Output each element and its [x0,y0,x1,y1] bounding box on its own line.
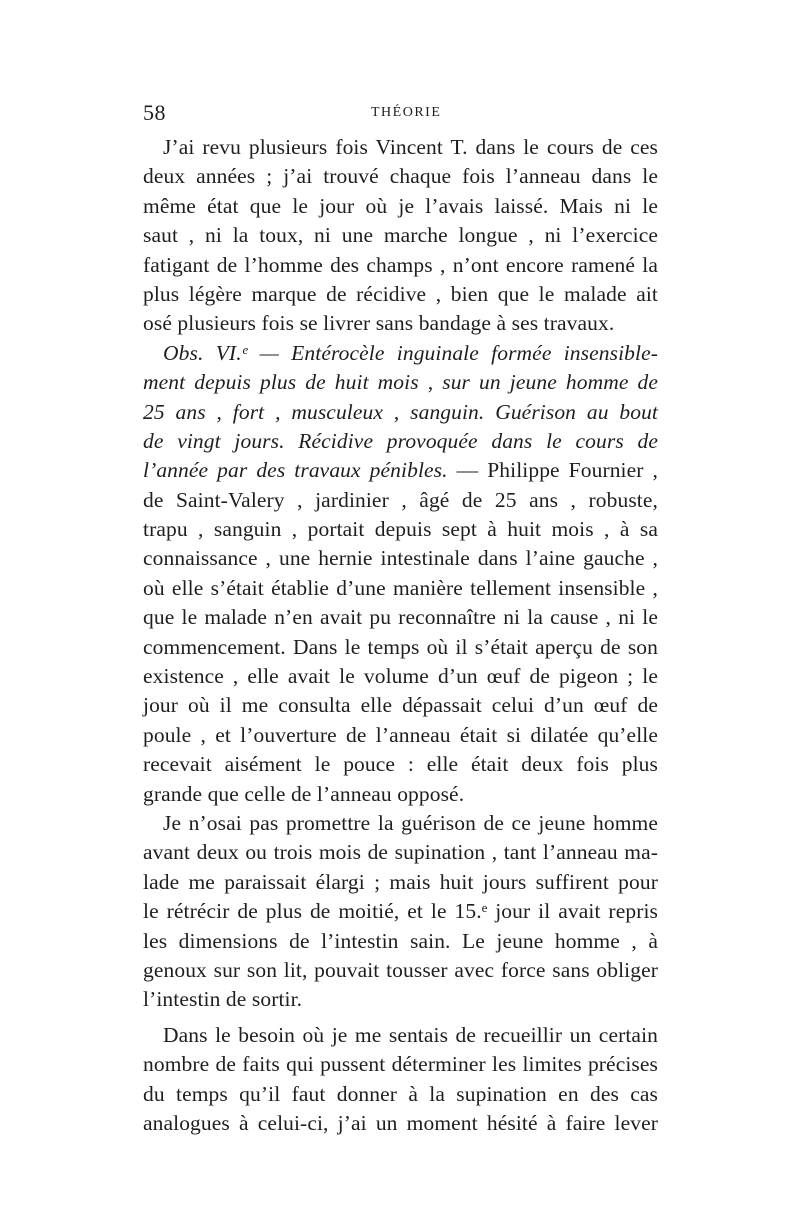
text-line: osé plusieurs fois se livrer sans bandage à ses travaux. [143,311,615,336]
text-line: fatigant de l’homme des champs , n’ont encore ramené la [143,252,658,277]
observation-heading-line: Obs. VI.ᵉ — Entérocèle inguinale formée insensible- [163,340,658,365]
text-line: Dans le besoin où je me sentais de recueillir un certain [163,1022,658,1047]
patient-name-text: — Philippe Fournier , [447,458,658,483]
text-line: avant deux ou trois mois de supination , tant l’anneau ma- [143,840,658,865]
observation-heading-line: de vingt jours. Récidive provoquée dans le cours de [143,428,658,453]
text-line: du temps qu’il faut donner à la supination en des cas [143,1081,658,1106]
observation-heading-end: l’année par des travaux pénibles. [143,458,448,483]
text-line: saut , ni la toux, ni une marche longue , ni l’exercice [143,223,658,248]
text-line: Je n’osai pas promettre la guérison de ce jeune homme [163,810,658,835]
text-line: genoux sur son lit, pouvait tousser avec force sans obliger [143,957,658,982]
text-line: analogues à celui-ci, j’ai un moment hésité à faire lever [143,1110,658,1135]
observation-heading-line: 25 ans , fort , musculeux , sanguin. Guérison au bout [143,399,658,424]
text-line: poule , et l’ouverture de l’anneau était si dilatée qu’elle [143,722,658,747]
observation-heading-line: ment depuis plus de huit mois , sur un jeune homme de [143,370,658,395]
text-line [143,456,658,485]
running-head: THÉORIE [371,105,442,120]
page-header [143,100,658,130]
text-line: deux années ; j’ai trouvé chaque fois l’anneau dans le [143,164,658,189]
body-text [143,133,658,1138]
text-line: les dimensions de l’intestin sain. Le jeune homme , à [143,928,658,953]
text-line: de Saint-Valery , jardinier , âgé de 25 ans , robuste, [143,487,658,512]
text-line: jour où il me consulta elle dépassait celui d’un œuf de [143,693,658,718]
text-line: existence , elle avait le volume d’un œuf de pigeon ; le [143,664,658,689]
paragraph-4 [143,1021,658,1139]
text-line: où elle s’était établie d’une manière tellement insensible , [143,575,658,600]
text-line: commencement. Dans le temps où il s’était aperçu de son [143,634,658,659]
text-line: nombre de faits qui pussent déterminer les limites précises [143,1052,658,1077]
text-line: l’intestin de sortir. [143,987,303,1012]
text-line: recevait aisément le pouce : elle était deux fois plus [143,752,658,777]
text-line: lade me paraissait élargi ; mais huit jours suffirent pour [143,869,658,894]
paragraph-1 [143,133,658,339]
paragraph-3 [143,809,658,1015]
text-line: grande que celle de l’anneau opposé. [143,781,465,806]
text-line: même état que le jour où je l’avais laissé. Mais ni le [143,193,658,218]
text-line: que le malade n’en avait pu reconnaître ni la cause , ni le [143,605,658,630]
text-line: plus légère marque de récidive , bien que le malade ait [143,281,658,306]
paragraph-observation-6 [143,339,658,809]
text-line: le rétrécir de plus de moitié, et le 15.ᵉ jour il avait repris [143,899,658,924]
text-line: trapu , sanguin , portait depuis sept à huit mois , à sa [143,517,658,542]
text-line: J’ai revu plusieurs fois Vincent T. dans le cours de ces [163,135,658,159]
page-number: 58 [143,100,166,125]
text-line: connaissance , une hernie intestinale dans l’aine gauche , [143,546,658,571]
